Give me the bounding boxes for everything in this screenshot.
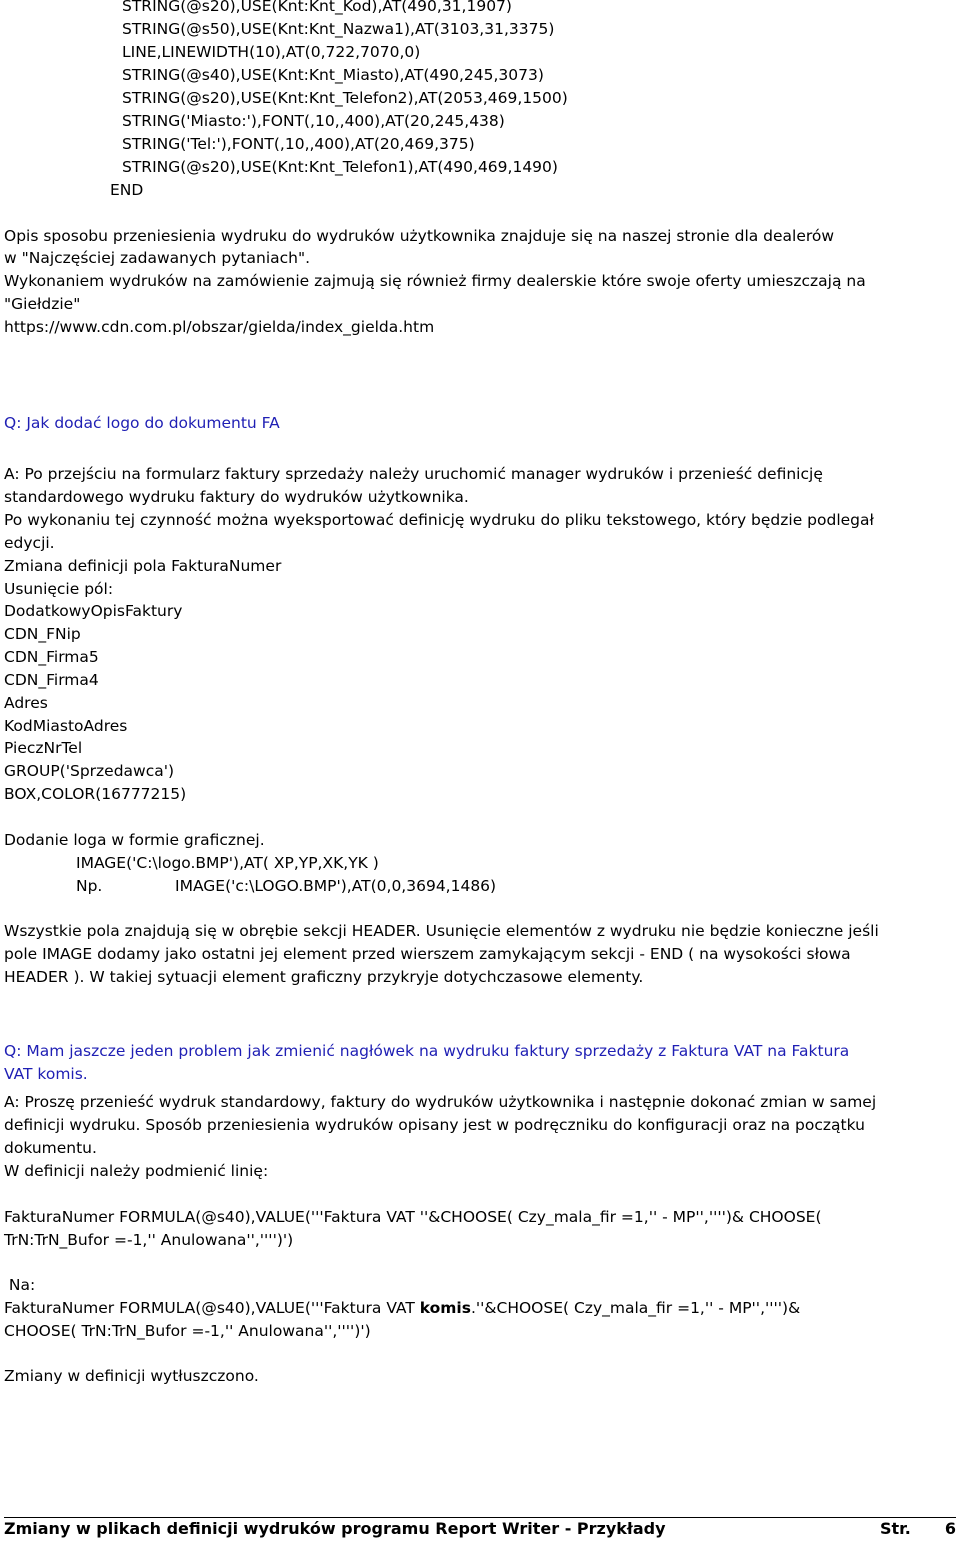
field-name: DodatkowyOpisFaktury <box>4 602 183 620</box>
closing-note: Zmiany w definicji wytłuszczono. <box>4 1367 259 1385</box>
answer-line: standardowego wydruku faktury do wydruków użytkownika. <box>4 488 469 506</box>
paragraph-line: pole IMAGE dodamy jako ostatni jej element przed wierszem zamykającym sekcji - END ( na wysokości słowa <box>4 945 851 963</box>
field-name: GROUP('Sprzedawca') <box>4 762 175 780</box>
formula-new-line: CHOOSE( TrN:TrN_Bufor =-1,'' Anulowana'','''')') <box>4 1322 371 1340</box>
footer-page <box>846 1519 956 1538</box>
field-name: CDN_Firma4 <box>4 671 99 689</box>
question-heading: Q: Mam jaszcze jeden problem jak zmienić nagłówek na wydruku faktury sprzedaży z Faktura VAT na Faktura <box>4 1042 850 1060</box>
question-heading: VAT komis. <box>4 1065 88 1083</box>
answer-line: definicji wydruku. Sposób przeniesienia wydruków opisany jest w podręczniku do konfiguracji oraz na początku <box>4 1116 865 1134</box>
page-footer <box>4 1519 956 1541</box>
logo-syntax: IMAGE('C:\logo.BMP'),AT( XP,YP,XK,YK ) <box>76 854 379 872</box>
field-name: PieczNrTel <box>4 739 83 757</box>
answer-line: A: Proszę przenieść wydruk standardowy, faktury do wydruków użytkownika i następnie dokonać zmian w samej <box>4 1093 877 1111</box>
code-line: STRING(@s20),USE(Knt:Knt_Kod),AT(490,31,1907) <box>122 0 512 15</box>
logo-example-label: Np. <box>76 877 103 895</box>
url-text: https://www.cdn.com.pl/obszar/gielda/index_gielda.htm <box>4 318 435 336</box>
code-line: STRING('Tel:'),FONT(,10,,400),AT(20,469,375) <box>122 135 475 153</box>
answer-line: Po wykonaniu tej czynność można wyeksportować definicję wydruku do pliku tekstowego, który będzie podlegał <box>4 511 874 529</box>
answer-line: dokumentu. <box>4 1139 97 1157</box>
code-line: STRING(@s20),USE(Knt:Knt_Telefon2),AT(2053,469,1500) <box>122 89 568 107</box>
field-name: Adres <box>4 694 48 712</box>
logo-heading: Dodanie loga w formie graficznej. <box>4 831 265 849</box>
paragraph-line: "Giełdzie" <box>4 295 81 313</box>
paragraph-line: Wszystkie pola znajdują się w obrębie sekcji HEADER. Usunięcie elementów z wydruku nie będzie konieczne jeśli <box>4 922 879 940</box>
question-heading: Q: Jak dodać logo do dokumentu FA <box>4 414 280 432</box>
code-line: STRING(@s50),USE(Knt:Knt_Nazwa1),AT(3103,31,3375) <box>122 20 555 38</box>
formula-new-post: .''&CHOOSE( Czy_mala_fir =1,'' - MP'','''')& <box>470 1299 801 1317</box>
paragraph-line: HEADER ). W takiej sytuacji element graficzny przykryje dotychczasowe elementy. <box>4 968 644 986</box>
answer-line: W definicji należy podmienić linię: <box>4 1162 269 1180</box>
footer-page-label: Str. <box>880 1519 911 1538</box>
footer-title: Zmiany w plikach definicji wydruków programu Report Writer - Przykłady <box>4 1519 666 1538</box>
field-name: CDN_Firma5 <box>4 648 99 666</box>
field-name: CDN_FNip <box>4 625 81 643</box>
formula-old-line: TrN:TrN_Bufor =-1,'' Anulowana'','''')') <box>4 1231 294 1249</box>
code-line: STRING(@s20),USE(Knt:Knt_Telefon1),AT(490,469,1490) <box>122 158 558 176</box>
answer-line: Usunięcie pól: <box>4 580 114 598</box>
field-name: BOX,COLOR(16777215) <box>4 785 187 803</box>
answer-line: edycji. <box>4 534 55 552</box>
code-line: STRING('Miasto:'),FONT(,10,,400),AT(20,245,438) <box>122 112 505 130</box>
answer-line: Zmiana definicji pola FakturaNumer <box>4 557 282 575</box>
paragraph-line: Wykonaniem wydruków na zamówienie zajmują się również firmy dealerskie które swoje oferty umieszczają na <box>4 272 866 290</box>
formula-old-line: FakturaNumer FORMULA(@s40),VALUE('''Faktura VAT ''&CHOOSE( Czy_mala_fir =1,'' - MP'','''')& CHOOSE( <box>4 1208 822 1226</box>
footer-divider <box>4 1517 956 1518</box>
code-line: LINE,LINEWIDTH(10),AT(0,722,7070,0) <box>122 43 421 61</box>
code-end: END <box>110 181 144 199</box>
code-line: STRING(@s40),USE(Knt:Knt_Miasto),AT(490,245,3073) <box>122 66 544 84</box>
paragraph-line: w "Najczęściej zadawanych pytaniach". <box>4 249 311 267</box>
answer-line: A: Po przejściu na formularz faktury sprzedaży należy uruchomić manager wydruków i przenieść definicję <box>4 465 823 483</box>
formula-new-line <box>4 1297 800 1320</box>
footer-page-number: 6 <box>944 1519 956 1538</box>
formula-new-pre: FakturaNumer FORMULA(@s40),VALUE('''Faktura VAT <box>4 1299 420 1317</box>
logo-example-code: IMAGE('c:\LOGO.BMP'),AT(0,0,3694,1486) <box>175 877 497 895</box>
paragraph-line: Opis sposobu przeniesienia wydruku do wydruków użytkownika znajduje się na naszej stronie dla dealerów <box>4 227 835 245</box>
formula-new-bold: komis <box>419 1299 471 1317</box>
na-label: Na: <box>4 1276 36 1294</box>
field-name: KodMiastoAdres <box>4 717 128 735</box>
